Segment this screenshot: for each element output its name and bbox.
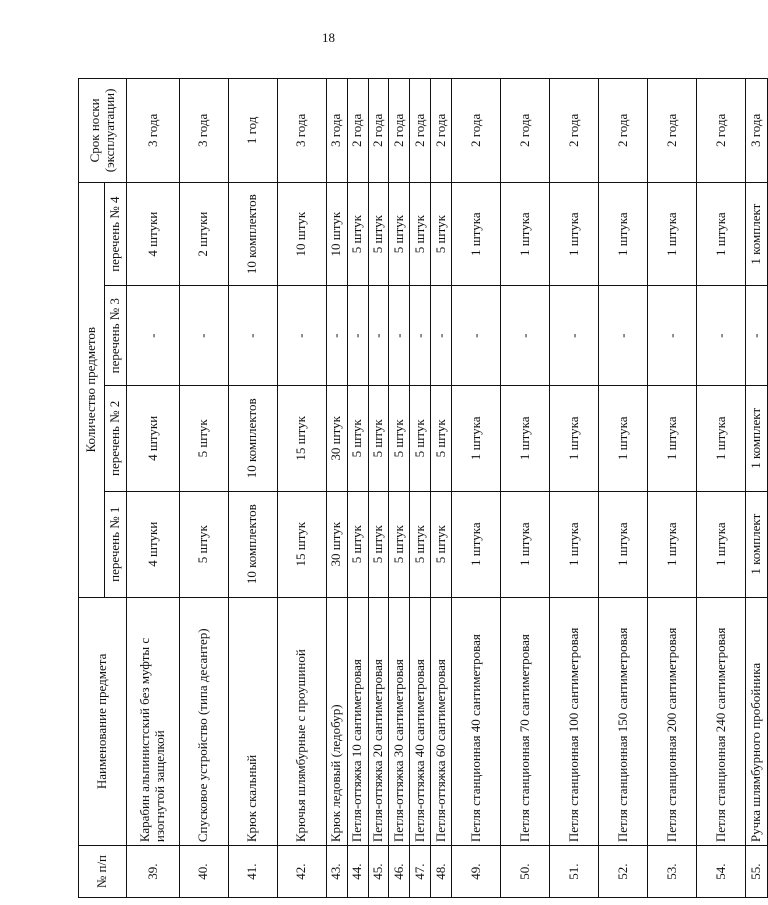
quantity-list-2: 1 штука: [452, 385, 501, 491]
quantity-list-1: 1 штука: [697, 491, 746, 597]
item-name: Петля-оттяжка 40 сантиметровая: [410, 597, 431, 846]
quantity-list-3: -: [697, 286, 746, 385]
quantity-list-2: 10 комплектов: [228, 385, 277, 491]
table-row: [347, 79, 368, 898]
item-name: Крючья шлямбурные с проушиной: [277, 597, 326, 846]
row-number: 55.: [746, 846, 768, 898]
row-number: 43.: [326, 846, 347, 898]
quantity-list-4: 1 штука: [550, 182, 599, 286]
quantity-list-1: 30 штук: [326, 491, 347, 597]
row-number: 47.: [410, 846, 431, 898]
item-name: Петля станционная 100 сантиметровая: [550, 597, 599, 846]
service-term: 2 года: [501, 79, 550, 183]
header-list-3: перечень № 3: [105, 286, 127, 385]
table-row: [127, 79, 180, 898]
row-number: 51.: [550, 846, 599, 898]
quantity-list-1: 1 штука: [648, 491, 697, 597]
quantity-list-2: 1 штука: [599, 385, 648, 491]
item-name: Петля станционная 150 сантиметровая: [599, 597, 648, 846]
quantity-list-3: -: [550, 286, 599, 385]
row-number: 45.: [368, 846, 389, 898]
table-row: [277, 79, 326, 898]
header-num: № п/п: [79, 846, 127, 898]
item-name: Крюк ледовый (ледобур): [326, 597, 347, 846]
quantity-list-4: 10 штук: [277, 182, 326, 286]
service-term: 2 года: [389, 79, 410, 183]
quantity-list-1: 1 штука: [452, 491, 501, 597]
quantity-list-2: 5 штук: [347, 385, 368, 491]
quantity-list-2: 1 штука: [501, 385, 550, 491]
item-name: Петля-оттяжка 20 сантиметровая: [368, 597, 389, 846]
table-row: [326, 79, 347, 898]
quantity-list-4: 1 штука: [452, 182, 501, 286]
item-name: Петля станционная 200 сантиметровая: [648, 597, 697, 846]
quantity-list-4: 1 штука: [697, 182, 746, 286]
item-name: Петля-оттяжка 60 сантиметровая: [431, 597, 452, 846]
quantity-list-4: 1 штука: [599, 182, 648, 286]
header-list-2: перечень № 2: [105, 385, 127, 491]
table-row: [501, 79, 550, 898]
row-number: 40.: [179, 846, 228, 898]
service-term: 2 года: [550, 79, 599, 183]
quantity-list-1: 4 штуки: [127, 491, 180, 597]
quantity-list-1: 1 штука: [599, 491, 648, 597]
quantity-list-3: -: [501, 286, 550, 385]
quantity-list-1: 5 штук: [431, 491, 452, 597]
rotated-table-container: [78, 78, 768, 898]
quantity-list-3: -: [326, 286, 347, 385]
service-term: 2 года: [431, 79, 452, 183]
quantity-list-3: -: [452, 286, 501, 385]
table-row: [179, 79, 228, 898]
quantity-list-2: 5 штук: [368, 385, 389, 491]
quantity-list-3: -: [599, 286, 648, 385]
quantity-list-3: -: [277, 286, 326, 385]
quantity-list-1: 5 штук: [179, 491, 228, 597]
table-row: [410, 79, 431, 898]
quantity-list-2: 5 штук: [389, 385, 410, 491]
quantity-list-2: 1 штука: [648, 385, 697, 491]
table-row: [452, 79, 501, 898]
service-term: 3 года: [746, 79, 768, 183]
header-list-4: перечень № 4: [105, 182, 127, 286]
quantity-list-2: 1 штука: [550, 385, 599, 491]
header-name: Наименование предмета: [79, 597, 127, 846]
quantity-list-4: 5 штук: [389, 182, 410, 286]
service-term: 2 года: [452, 79, 501, 183]
table-row: [697, 79, 746, 898]
header-term: Срок носки (эксплуатации): [79, 79, 127, 183]
quantity-list-3: -: [410, 286, 431, 385]
quantity-list-4: 1 штука: [648, 182, 697, 286]
quantity-list-1: 1 штука: [501, 491, 550, 597]
table-body: [127, 79, 768, 898]
item-name: Крюк скальный: [228, 597, 277, 846]
item-name: Петля-оттяжка 10 сантиметровая: [347, 597, 368, 846]
table-row: [368, 79, 389, 898]
item-name: Петля станционная 40 сантиметровая: [452, 597, 501, 846]
table-row: [389, 79, 410, 898]
service-term: 3 года: [127, 79, 180, 183]
quantity-list-3: -: [127, 286, 180, 385]
service-term: 2 года: [648, 79, 697, 183]
row-number: 54.: [697, 846, 746, 898]
service-term: 2 года: [368, 79, 389, 183]
row-number: 46.: [389, 846, 410, 898]
row-number: 41.: [228, 846, 277, 898]
quantity-list-4: 4 штуки: [127, 182, 180, 286]
service-term: 1 год: [228, 79, 277, 183]
table-row: [431, 79, 452, 898]
quantity-list-1: 5 штук: [410, 491, 431, 597]
quantity-list-3: -: [648, 286, 697, 385]
quantity-list-4: 5 штук: [410, 182, 431, 286]
quantity-list-2: 5 штук: [431, 385, 452, 491]
item-name: Петля-оттяжка 30 сантиметровая: [389, 597, 410, 846]
quantity-list-3: -: [368, 286, 389, 385]
quantity-list-3: -: [228, 286, 277, 385]
quantity-list-4: 1 комплект: [746, 182, 768, 286]
quantity-list-3: -: [746, 286, 768, 385]
quantity-list-1: 1 комплект: [746, 491, 768, 597]
header-list-1: перечень № 1: [105, 491, 127, 597]
row-number: 52.: [599, 846, 648, 898]
row-number: 48.: [431, 846, 452, 898]
quantity-list-3: -: [389, 286, 410, 385]
item-name: Карабин альпинистский без муфты с изогнутой защелкой: [127, 597, 180, 846]
table-row: [746, 79, 768, 898]
equipment-table: [78, 78, 768, 898]
quantity-list-4: 5 штук: [347, 182, 368, 286]
row-number: 44.: [347, 846, 368, 898]
item-name: Спусковое устройство (типа десантер): [179, 597, 228, 846]
row-number: 50.: [501, 846, 550, 898]
table-row: [550, 79, 599, 898]
quantity-list-3: -: [431, 286, 452, 385]
quantity-list-4: 10 штук: [326, 182, 347, 286]
row-number: 42.: [277, 846, 326, 898]
item-name: Петля станционная 240 сантиметровая: [697, 597, 746, 846]
quantity-list-1: 5 штук: [368, 491, 389, 597]
item-name: Петля станционная 70 сантиметровая: [501, 597, 550, 846]
quantity-list-1: 10 комплектов: [228, 491, 277, 597]
page-number: 18: [322, 30, 335, 45]
quantity-list-2: 15 штук: [277, 385, 326, 491]
quantity-list-4: 10 комплектов: [228, 182, 277, 286]
service-term: 3 года: [326, 79, 347, 183]
quantity-list-4: 1 штука: [501, 182, 550, 286]
table-header: [79, 79, 127, 898]
service-term: 3 года: [179, 79, 228, 183]
service-term: 3 года: [277, 79, 326, 183]
service-term: 2 года: [599, 79, 648, 183]
service-term: 2 года: [697, 79, 746, 183]
service-term: 2 года: [347, 79, 368, 183]
quantity-list-2: 5 штук: [410, 385, 431, 491]
quantity-list-1: 5 штук: [347, 491, 368, 597]
quantity-list-2: 4 штуки: [127, 385, 180, 491]
quantity-list-3: -: [179, 286, 228, 385]
row-number: 39.: [127, 846, 180, 898]
table-row: [648, 79, 697, 898]
quantity-list-3: -: [347, 286, 368, 385]
service-term: 2 года: [410, 79, 431, 183]
table-row: [228, 79, 277, 898]
quantity-list-1: 1 штука: [550, 491, 599, 597]
quantity-list-2: 30 штук: [326, 385, 347, 491]
quantity-list-4: 5 штук: [431, 182, 452, 286]
quantity-list-4: 5 штук: [368, 182, 389, 286]
quantity-list-2: 1 комплект: [746, 385, 768, 491]
quantity-list-2: 1 штука: [697, 385, 746, 491]
quantity-list-1: 15 штук: [277, 491, 326, 597]
table-row: [599, 79, 648, 898]
header-quantity-group: Количество предметов: [79, 182, 105, 597]
row-number: 53.: [648, 846, 697, 898]
item-name: Ручка шлямбурного пробойника: [746, 597, 768, 846]
quantity-list-4: 2 штуки: [179, 182, 228, 286]
row-number: 49.: [452, 846, 501, 898]
quantity-list-1: 5 штук: [389, 491, 410, 597]
quantity-list-2: 5 штук: [179, 385, 228, 491]
